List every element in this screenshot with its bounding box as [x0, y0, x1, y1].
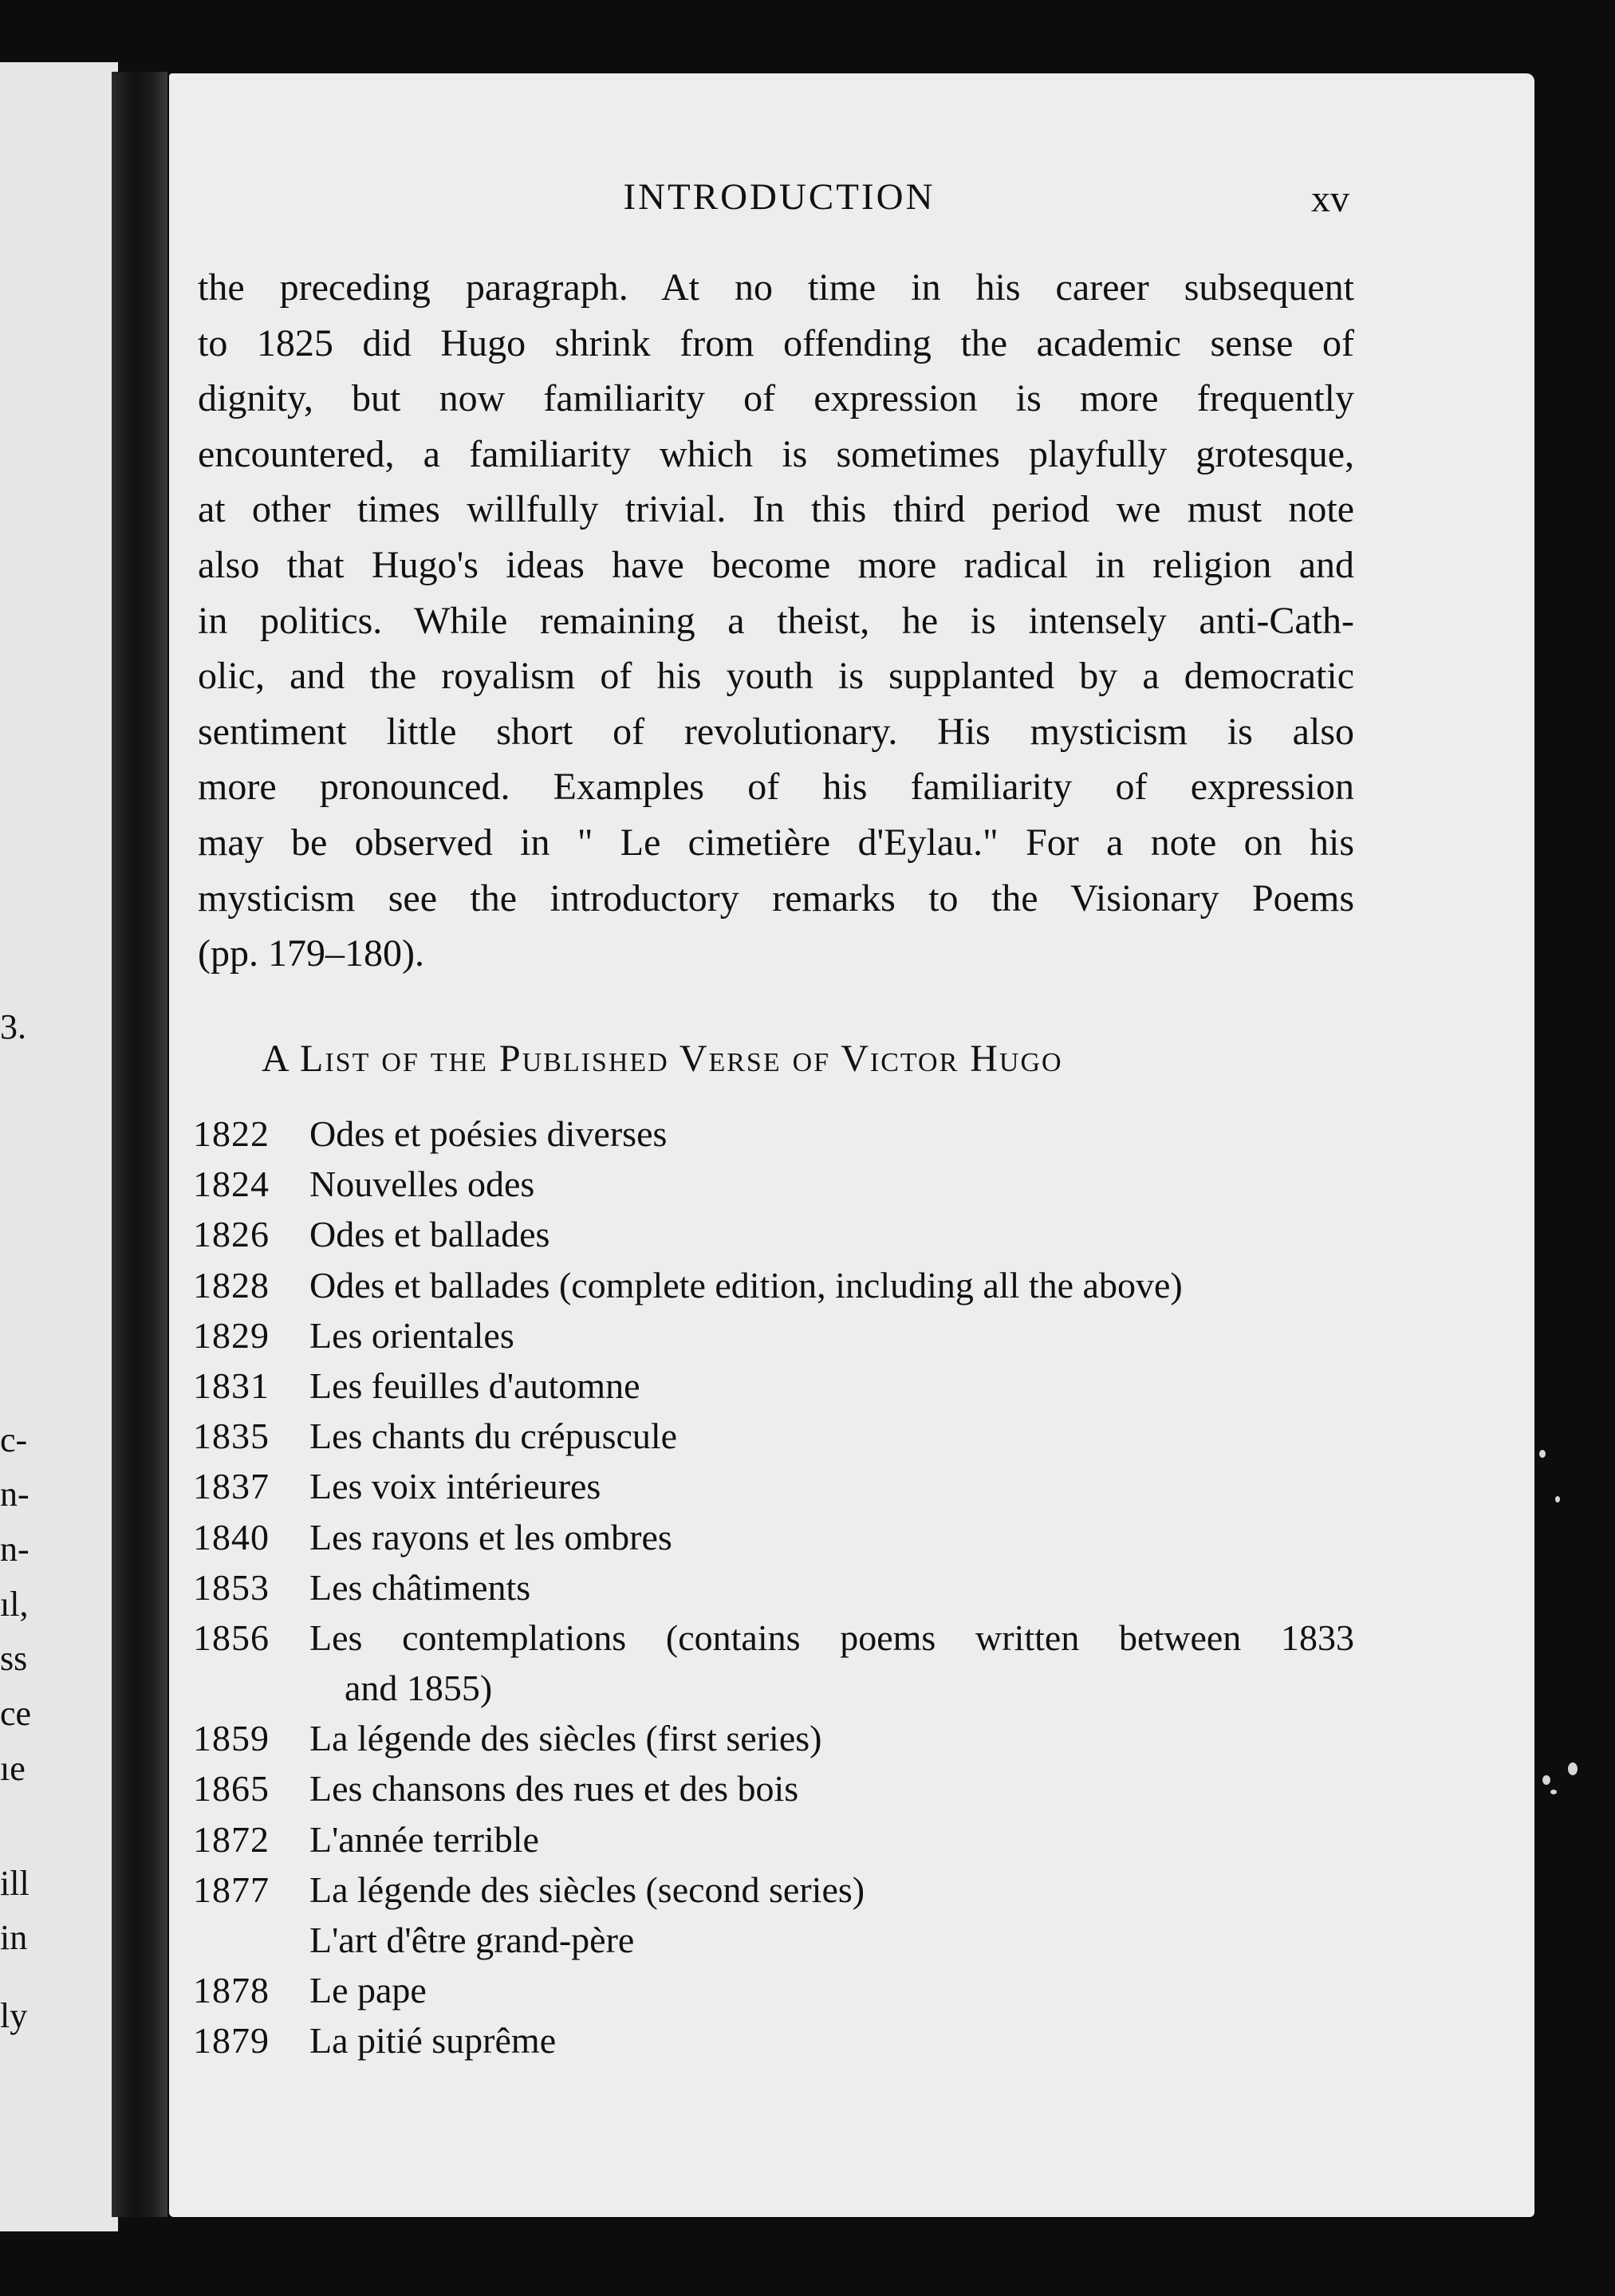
scan-background-edge	[1534, 73, 1615, 2217]
list-year: 1859	[193, 1718, 270, 1759]
running-header	[169, 175, 1534, 223]
list-item	[193, 1109, 1357, 1159]
published-verse-list	[193, 1109, 1357, 2066]
scan-speck	[1555, 1496, 1560, 1502]
list-title: Odes et poésies diverses	[309, 1113, 668, 1154]
list-item	[193, 1310, 1357, 1361]
list-item	[193, 2015, 1357, 2066]
list-year: 1853	[193, 1566, 270, 1608]
section-heading: A List of the Published Verse of Victor Hugo	[262, 1038, 1063, 1080]
list-item	[193, 1663, 1357, 1713]
list-year: 1879	[193, 2020, 270, 2062]
left-page-fragment: n-	[0, 1530, 30, 1569]
body-line: (pp. 179–180).	[198, 932, 424, 975]
body-paragraph	[198, 260, 1354, 982]
left-page-fragment: ıe	[0, 1749, 26, 1788]
list-item	[193, 1461, 1357, 1511]
list-title: La pitié suprême	[309, 2020, 557, 2062]
list-item	[193, 1260, 1357, 1310]
list-title: Les voix intérieures	[309, 1466, 601, 1507]
body-line: in politics. While remaining a theist, he is intensely anti-Cath-	[198, 599, 1354, 642]
body-line: more pronounced. Examples of his familiarity of expression	[198, 766, 1354, 809]
left-page-fragment: ill	[0, 1864, 30, 1903]
list-title: L'année terrible	[309, 1818, 539, 1860]
list-year: 1822	[193, 1113, 270, 1154]
list-year: 1877	[193, 1869, 270, 1910]
list-year: 1831	[193, 1365, 270, 1406]
list-title: Les châtiments	[309, 1566, 531, 1608]
left-page-fragment: ce	[0, 1694, 32, 1733]
list-year: 1837	[193, 1466, 270, 1507]
list-item	[193, 1915, 1357, 1965]
list-title: Le pape	[309, 1970, 427, 2011]
list-year: 1878	[193, 1970, 270, 2011]
body-line: may be observed in " Le cimetière d'Eylau." For a note on his	[198, 821, 1354, 864]
list-title: Les chansons des rues et des bois	[309, 1768, 799, 1810]
left-page-fragment: ss	[0, 1639, 28, 1678]
body-line: to 1825 did Hugo shrink from offending the academic sense of	[198, 321, 1354, 364]
list-year: 1826	[193, 1214, 270, 1255]
list-title: Les orientales	[309, 1314, 514, 1356]
list-item	[193, 1865, 1357, 1915]
scan-speck	[1550, 1790, 1557, 1794]
list-item	[193, 1965, 1357, 2015]
list-item	[193, 1159, 1357, 1209]
page-header-title: INTRODUCTION	[623, 176, 936, 218]
list-item	[193, 1361, 1357, 1411]
left-page-fragment: in	[0, 1918, 28, 1957]
body-line: encountered, a familiarity which is sometimes playfully grotesque,	[198, 432, 1354, 475]
list-year: 1840	[193, 1516, 270, 1558]
list-title: Les chants du crépuscule	[309, 1416, 678, 1457]
list-title: and 1855)	[345, 1668, 493, 1709]
list-year: 1835	[193, 1416, 270, 1457]
list-item	[193, 1209, 1357, 1259]
list-title: La légende des siècles (second series)	[309, 1869, 865, 1910]
list-item	[193, 1814, 1357, 1865]
list-title: Nouvelles odes	[309, 1164, 535, 1205]
body-line: mysticism see the introductory remarks to the Visionary Poems	[198, 876, 1354, 920]
left-page-fragment: ıl,	[0, 1585, 29, 1624]
scan-speck	[1542, 1775, 1550, 1785]
list-year: 1828	[193, 1264, 270, 1306]
body-line: also that Hugo's ideas have become more radical in religion and	[198, 543, 1354, 586]
list-title: Odes et ballades	[309, 1214, 550, 1255]
list-title: Les feuilles d'automne	[309, 1365, 640, 1406]
list-title: Les rayons et les ombres	[309, 1516, 672, 1558]
list-title: Odes et ballades (complete edition, including all the above)	[309, 1264, 1183, 1306]
left-page-fragment: 3.	[0, 1007, 26, 1046]
list-year: 1865	[193, 1768, 270, 1810]
scan-speck	[1568, 1762, 1578, 1775]
list-item	[193, 1763, 1357, 1814]
list-item	[193, 1562, 1357, 1613]
list-year: 1829	[193, 1314, 270, 1356]
left-page-fragment: n-	[0, 1475, 30, 1514]
body-line: dignity, but now familiarity of expression is more frequently	[198, 377, 1354, 420]
list-item	[193, 1411, 1357, 1461]
list-item	[193, 1713, 1357, 1763]
list-year: 1856	[193, 1617, 270, 1658]
list-item	[193, 1512, 1357, 1562]
list-year: 1872	[193, 1818, 270, 1860]
book-page	[169, 73, 1534, 2217]
left-page-fragment: c-	[0, 1420, 28, 1459]
body-line: the preceding paragraph. At no time in his career subsequent	[198, 266, 1354, 309]
page-number: xv	[1311, 178, 1349, 220]
list-title: La légende des siècles (first series)	[309, 1718, 822, 1759]
body-line: sentiment little short of revolutionary. His mysticism is also	[198, 710, 1354, 753]
list-year: 1824	[193, 1164, 270, 1205]
list-title: L'art d'être grand-père	[309, 1920, 635, 1960]
left-page-fragment: ly	[0, 1996, 28, 2035]
previous-page-edge	[0, 62, 118, 2231]
list-title: Les contemplations (contains poems written between 1833	[309, 1617, 1354, 1658]
body-line: at other times willfully trivial. In this third period we must note	[198, 488, 1354, 531]
body-line: olic, and the royalism of his youth is supplanted by a democratic	[198, 655, 1354, 698]
scan-speck	[1539, 1450, 1546, 1458]
list-item	[193, 1613, 1357, 1663]
book-gutter	[112, 72, 167, 2217]
